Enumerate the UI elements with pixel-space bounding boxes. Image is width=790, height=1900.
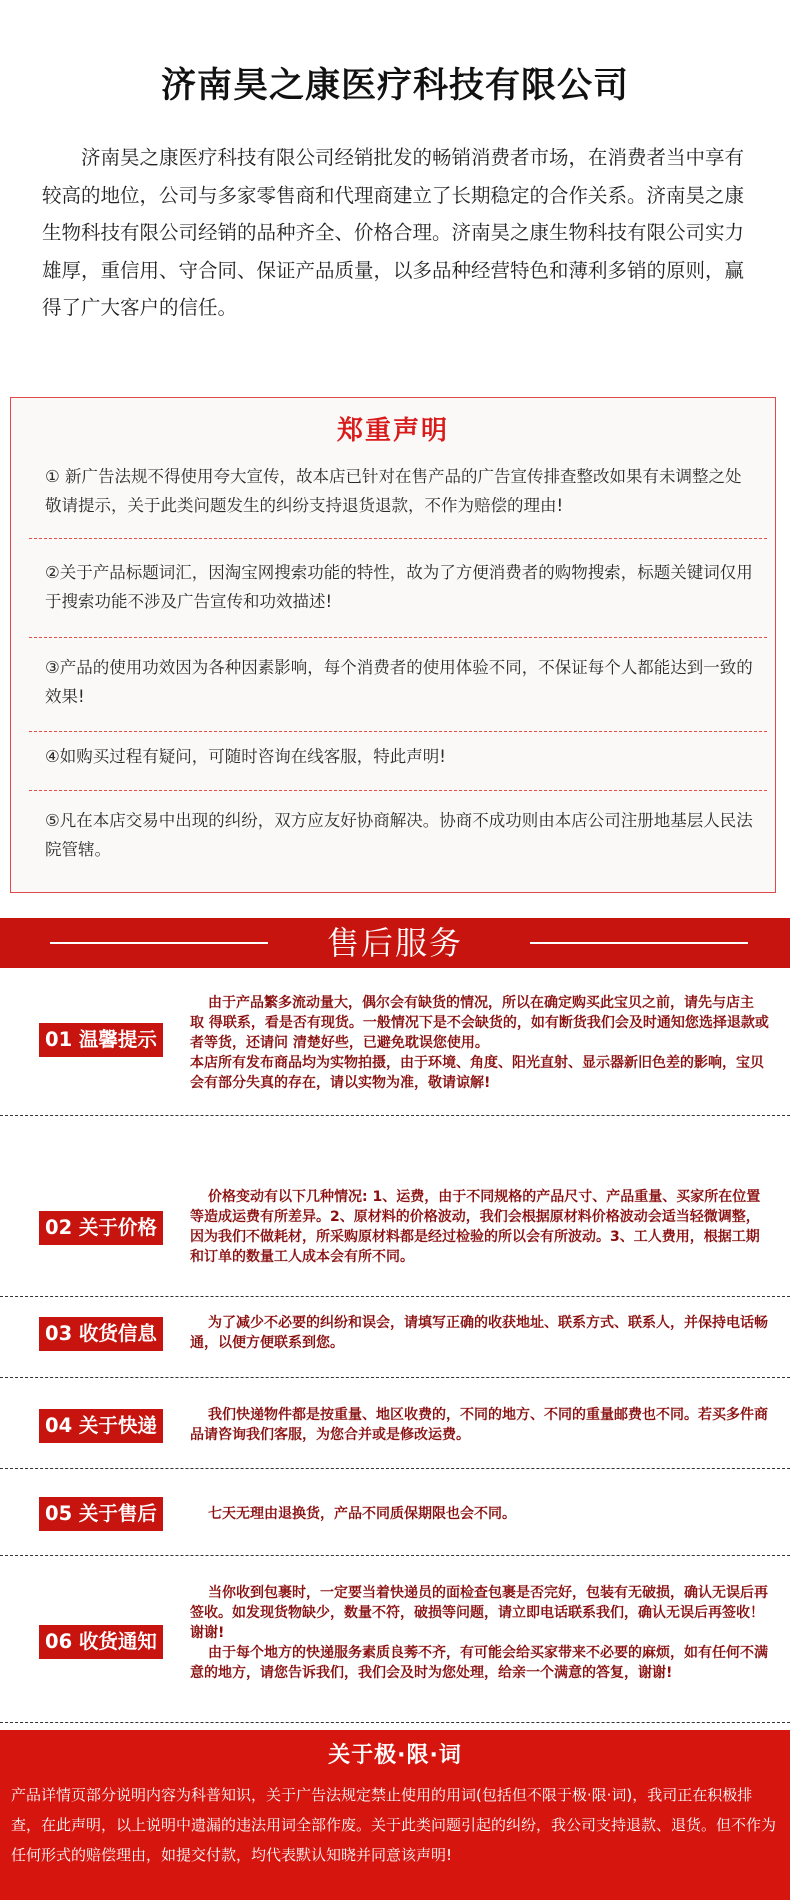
service-text-express: 我们快递物件都是按重量、地区收费的，不同的地方、不同的重量邮费也不同。若买多件商品请咨询我们客服，为您合并或是修改运费。 <box>190 1407 768 1443</box>
service-text-after-sales: 七天无理由退换货，产品不同质保期限也会不同。 <box>208 1506 516 1522</box>
service-label-after-sales: 05 关于售后 <box>39 1497 163 1531</box>
service-divider <box>0 1722 790 1723</box>
service-label-receipt: 06 收货通知 <box>39 1625 163 1659</box>
footer-text: 产品详情页部分说明内容为科普知识，关于广告法规定禁止使用的用词(包括但不限于极·限·词)，我司正在积极排查，在此声明，以上说明中遗漏的违法用词全部作废。关于此类问题引起的纠纷，我公司支持退款、退货。但不作为任何形式的赔偿理由，如提交付款，均代表默认知晓并同意该声明! <box>11 1786 777 1864</box>
declaration-item: ②关于产品标题词汇，因淘宝网搜索功能的特性，故为了方便消费者的购物搜索，标题关键词仅用于搜索功能不涉及广告宣传和功效描述! <box>45 563 753 611</box>
company-intro: 济南昊之康医疗科技有限公司经销批发的畅销消费者市场，在消费者当中享有较高的地位，公司与多家零售商和代理商建立了长期稳定的合作关系。济南昊之康生物科技有限公司经销的品种齐全、价格合理。济南昊之康生物科技有限公司实力雄厚，重信用、守合同、保证产品质量，以多品种经营特色和薄利多销的原则，赢得了广大客户的信任。 <box>42 146 745 319</box>
declaration-item: ① 新广告法规不得使用夸大宣传，故本店已针对在售产品的广告宣传排查整改如果有未调整之处敬请提示，关于此类问题发生的纠纷支持退货退款，不作为赔偿的理由! <box>45 467 742 515</box>
service-label-tips: 01 温馨提示 <box>39 1023 163 1057</box>
company-title: 济南昊之康医疗科技有限公司 <box>160 66 629 106</box>
service-label-price: 02 关于价格 <box>39 1211 163 1245</box>
declaration-item: ⑤凡在本店交易中出现的纠纷，双方应友好协商解决。协商不成功则由本店公司注册地基层人民法院管辖。 <box>45 811 753 859</box>
declaration-divider <box>29 637 767 638</box>
footer-title: 关于极·限·词 <box>328 1743 462 1768</box>
service-label-express: 04 关于快递 <box>39 1409 163 1443</box>
footer-notice <box>0 1730 790 1900</box>
service-text-price: 价格变动有以下几种情况: 1、运费，由于不同规格的产品尺寸、产品重量、买家所在位置等造成运费有所差异。2、原材料的价格波动，我们会根据原材料价格波动会适当轻微调整，因为我们不做耗材，所采购原材料都是经过检验的所以会有所波动。3、工人费用，根据工期和订单的数量工人成本会有所不同。 <box>190 1189 761 1265</box>
service-divider <box>0 1377 790 1378</box>
service-banner <box>0 918 790 968</box>
service-text-delivery-info: 为了减少不必要的纠纷和误会，请填写正确的收获地址、联系方式、联系人，并保持电话畅通，以便方便联系到您。 <box>190 1315 768 1351</box>
service-text-tips-photo: 本店所有发布商品均为实物拍摄，由于环境、角度、阳光直射、显示器新旧色差的影响，宝贝会有部分失真的存在，请以实物为准，敬请谅解! <box>190 1055 764 1091</box>
service-text-receipt: 当你收到包裹时，一定要当着快递员的面检查包裹是否完好，包装有无破损，确认无误后再签收。如发现货物缺少，数量不符，破损等问题，请立即电话联系我们，确认无误后再签收！谢谢! <box>190 1585 768 1641</box>
declaration-divider <box>29 731 767 732</box>
declaration-divider <box>29 538 767 539</box>
service-text-receipt-note: 由于每个地方的快递服务素质良莠不齐，有可能会给买家带来不必要的麻烦，如有任何不满意的地方，请您告诉我们，我们会及时为您处理，给亲一个满意的答复，谢谢! <box>190 1645 768 1681</box>
service-divider <box>0 1296 790 1297</box>
service-label-delivery-info: 03 收货信息 <box>39 1317 163 1351</box>
declaration-title: 郑重声明 <box>336 416 449 446</box>
service-text-tips: 由于产品繁多流动量大，偶尔会有缺货的情况，所以在确定购买此宝贝之前，请先与店主 取 得联系，看是否有现货。一般情况下是不会缺货的，如有断货我们会及时通知您选择退款或者等货，还请问 清楚好些，已避免耽误您使用。 <box>190 995 769 1051</box>
service-divider <box>0 1468 790 1469</box>
declaration-divider <box>29 790 767 791</box>
service-title: 售后服务 <box>326 924 463 962</box>
service-divider <box>0 1115 790 1116</box>
declaration-box <box>10 397 776 893</box>
declaration-item: ③产品的使用功效因为各种因素影响，每个消费者的使用体验不同，不保证每个人都能达到一致的效果! <box>45 658 753 706</box>
service-divider <box>0 1555 790 1556</box>
declaration-item: ④如购买过程有疑问，可随时咨询在线客服，特此声明! <box>45 747 446 766</box>
